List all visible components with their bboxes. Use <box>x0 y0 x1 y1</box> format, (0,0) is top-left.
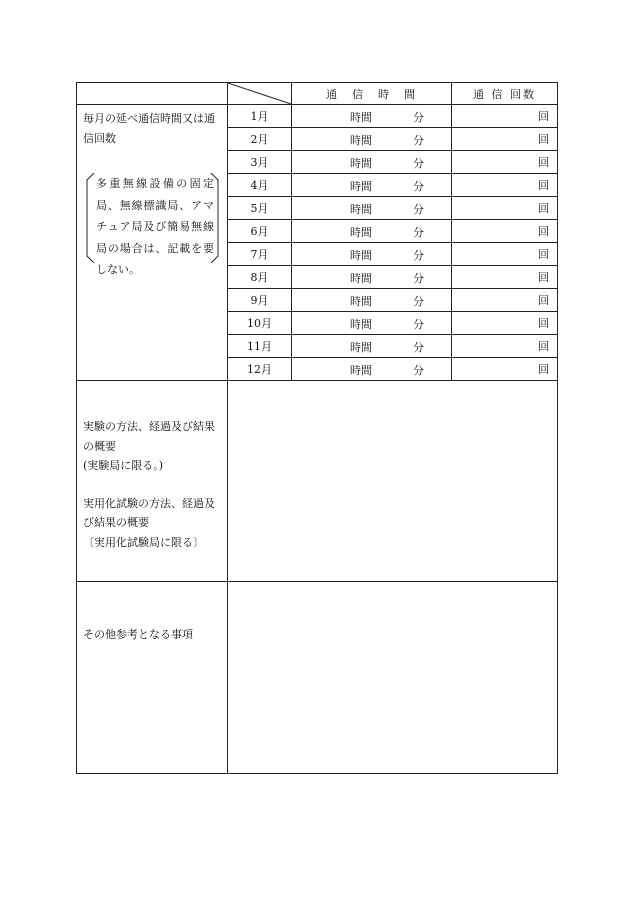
time-cell[interactable] <box>292 335 452 358</box>
header-diagonal-cell <box>228 83 292 105</box>
minute-unit: 分 <box>413 226 424 239</box>
time-cell[interactable] <box>292 312 452 335</box>
month-label: 10月 <box>228 312 292 335</box>
practical-test-scope-note: 〔実用化試験局に限る〕 <box>83 535 204 549</box>
hour-unit: 時間 <box>350 364 372 377</box>
experiment-method-label: 実験の方法、経過及び結果の概要 <box>83 420 215 453</box>
spacer <box>83 476 225 494</box>
time-cell[interactable] <box>292 220 452 243</box>
monthly-label: 毎月の延べ通信時間又は通信回数 <box>83 112 215 145</box>
count-cell[interactable]: 回 <box>452 105 558 128</box>
minute-unit: 分 <box>413 180 424 193</box>
hour-unit: 時間 <box>350 295 372 308</box>
minute-unit: 分 <box>413 249 424 262</box>
other-row <box>77 582 558 774</box>
time-cell[interactable] <box>292 197 452 220</box>
experiment-entry-area[interactable] <box>228 381 558 582</box>
other-label-cell <box>77 582 228 774</box>
other-entry-area[interactable] <box>228 582 558 774</box>
count-cell[interactable]: 回 <box>452 197 558 220</box>
count-cell[interactable]: 回 <box>452 243 558 266</box>
minute-unit: 分 <box>413 157 424 170</box>
header-blank-cell <box>77 83 228 105</box>
header-time: 通 信 時 間 <box>292 83 452 105</box>
count-cell[interactable]: 回 <box>452 151 558 174</box>
minute-unit: 分 <box>413 364 424 377</box>
month-label: 5月 <box>228 197 292 220</box>
hour-unit: 時間 <box>350 341 372 354</box>
time-cell[interactable] <box>292 128 452 151</box>
time-cell[interactable] <box>292 105 452 128</box>
minute-unit: 分 <box>413 318 424 331</box>
minute-unit: 分 <box>413 203 424 216</box>
count-cell[interactable]: 回 <box>452 128 558 151</box>
hour-unit: 時間 <box>350 318 372 331</box>
header-row <box>77 83 558 105</box>
month-label: 1月 <box>228 105 292 128</box>
hour-unit: 時間 <box>350 157 372 170</box>
count-cell[interactable]: 回 <box>452 289 558 312</box>
other-label: その他参考となる事項 <box>83 628 193 641</box>
experiment-label <box>83 417 225 552</box>
month-label: 6月 <box>228 220 292 243</box>
hour-unit: 時間 <box>350 203 372 216</box>
month-label: 9月 <box>228 289 292 312</box>
header-count: 通 信 回数 <box>452 83 558 105</box>
month-row <box>77 105 558 128</box>
count-cell[interactable]: 回 <box>452 312 558 335</box>
minute-unit: 分 <box>413 341 424 354</box>
hour-unit: 時間 <box>350 180 372 193</box>
count-cell[interactable]: 回 <box>452 266 558 289</box>
minute-unit: 分 <box>413 111 424 124</box>
minute-unit: 分 <box>413 295 424 308</box>
note-bracket <box>84 173 221 276</box>
month-label: 3月 <box>228 151 292 174</box>
practical-test-label: 実用化試験の方法、経過及び結果の概要 <box>83 496 215 529</box>
time-cell[interactable] <box>292 243 452 266</box>
month-label: 12月 <box>228 358 292 381</box>
diagonal-line <box>228 83 291 104</box>
minute-unit: 分 <box>413 272 424 285</box>
count-cell[interactable]: 回 <box>452 174 558 197</box>
time-cell[interactable] <box>292 151 452 174</box>
hour-unit: 時間 <box>350 249 372 262</box>
count-cell[interactable]: 回 <box>452 358 558 381</box>
time-cell[interactable] <box>292 174 452 197</box>
experiment-row <box>77 381 558 582</box>
count-cell[interactable]: 回 <box>452 335 558 358</box>
monthly-label-cell <box>77 105 228 381</box>
month-label: 7月 <box>228 243 292 266</box>
time-cell[interactable] <box>292 289 452 312</box>
month-label: 11月 <box>228 335 292 358</box>
month-label: 4月 <box>228 174 292 197</box>
hour-unit: 時間 <box>350 226 372 239</box>
time-cell[interactable] <box>292 358 452 381</box>
hour-unit: 時間 <box>350 134 372 147</box>
experiment-label-cell <box>77 381 228 582</box>
time-cell[interactable] <box>292 266 452 289</box>
month-label: 2月 <box>228 128 292 151</box>
report-table <box>76 82 558 774</box>
month-label: 8月 <box>228 266 292 289</box>
monthly-note: 多重無線設備の固定局、無線標識局、アマチュア局及び簡易無線局の場合は、記載を要しない。 <box>96 177 214 276</box>
count-cell[interactable]: 回 <box>452 220 558 243</box>
hour-unit: 時間 <box>350 272 372 285</box>
experiment-scope-note: (実験局に限る。) <box>83 459 164 472</box>
hour-unit: 時間 <box>350 111 372 124</box>
minute-unit: 分 <box>413 134 424 147</box>
